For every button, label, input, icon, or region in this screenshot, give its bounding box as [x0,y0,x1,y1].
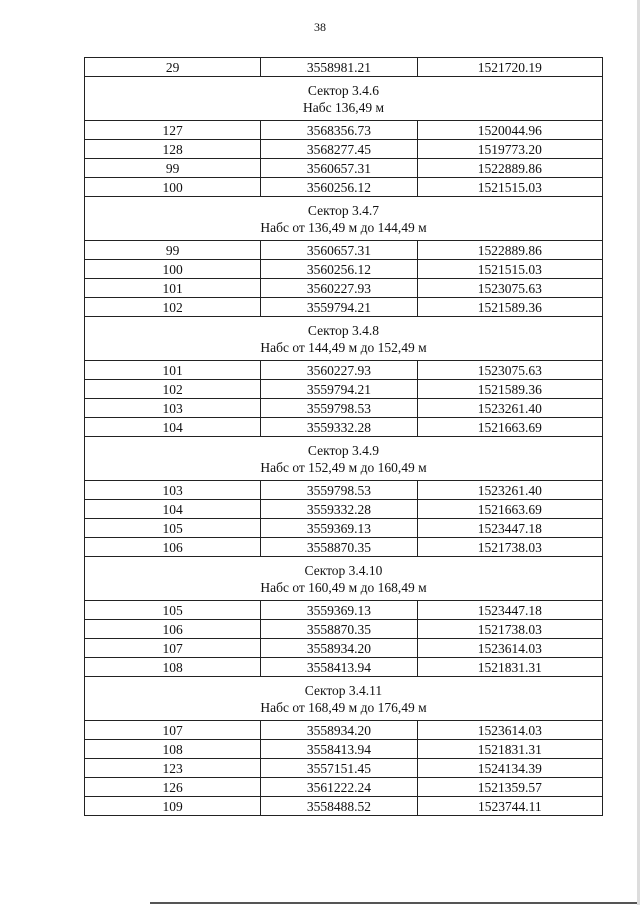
sector-header-row [85,77,603,121]
point-number-cell: 106 [85,620,261,639]
x-coordinate-cell: 3560657.31 [261,159,417,178]
table-row [85,279,603,298]
y-coordinate-cell: 1523075.63 [417,361,602,380]
x-coordinate-cell: 3560657.31 [261,241,417,260]
sector-title: Сектор 3.4.9 [307,442,380,458]
y-coordinate-cell: 1523261.40 [417,399,602,418]
x-coordinate-cell: 3559332.28 [261,500,417,519]
sector-height-range: Набс от 152,49 м до 160,49 м [260,459,427,475]
point-number-cell: 123 [85,759,261,778]
sector-header-row [85,557,603,601]
y-coordinate-cell: 1521738.03 [417,538,602,557]
page-number: 38 [314,20,326,34]
y-coordinate-cell: 1522889.86 [417,159,602,178]
table-row [85,241,603,260]
point-number-cell: 107 [85,639,261,658]
sector-header-cell [85,437,603,481]
point-number-cell: 104 [85,418,261,437]
sector-title: Сектор 3.4.8 [307,322,380,338]
y-coordinate-cell: 1521720.19 [417,58,602,77]
y-coordinate-cell: 1521663.69 [417,500,602,519]
y-coordinate-cell: 1521515.03 [417,178,602,197]
table-row [85,121,603,140]
table-row [85,759,603,778]
table-row [85,260,603,279]
sector-header-cell [85,677,603,721]
table-row [85,140,603,159]
point-number-cell: 106 [85,538,261,557]
table-row [85,639,603,658]
x-coordinate-cell: 3558488.52 [261,797,417,816]
table-row [85,797,603,816]
table-row [85,361,603,380]
table-row [85,418,603,437]
y-coordinate-cell: 1520044.96 [417,121,602,140]
x-coordinate-cell: 3559794.21 [261,298,417,317]
sector-header-row [85,437,603,481]
point-number-cell: 127 [85,121,261,140]
x-coordinate-cell: 3560256.12 [261,178,417,197]
x-coordinate-cell: 3559369.13 [261,519,417,538]
y-coordinate-cell: 1521515.03 [417,260,602,279]
point-number-cell: 29 [85,58,261,77]
table-row [85,538,603,557]
x-coordinate-cell: 3559369.13 [261,601,417,620]
table-row [85,519,603,538]
sector-height-range: Набс от 144,49 м до 152,49 м [260,339,427,355]
table-row [85,740,603,759]
table-row [85,778,603,797]
sector-header-cell [85,317,603,361]
y-coordinate-cell: 1523614.03 [417,639,602,658]
x-coordinate-cell: 3558413.94 [261,658,417,677]
y-coordinate-cell: 1519773.20 [417,140,602,159]
y-coordinate-cell: 1521589.36 [417,298,602,317]
x-coordinate-cell: 3558413.94 [261,740,417,759]
y-coordinate-cell: 1521831.31 [417,658,602,677]
point-number-cell: 107 [85,721,261,740]
table-row [85,58,603,77]
y-coordinate-cell: 1522889.86 [417,241,602,260]
point-number-cell: 101 [85,361,261,380]
x-coordinate-cell: 3561222.24 [261,778,417,797]
point-number-cell: 105 [85,601,261,620]
sector-height-range: Набс от 160,49 м до 168,49 м [260,579,427,595]
table-row [85,159,603,178]
table-row [85,399,603,418]
sector-height-range: Набс от 136,49 м до 144,49 м [260,219,427,235]
sector-title: Сектор 3.4.10 [304,562,383,578]
point-number-cell: 126 [85,778,261,797]
x-coordinate-cell: 3560227.93 [261,279,417,298]
y-coordinate-cell: 1521359.57 [417,778,602,797]
sector-header-row [85,677,603,721]
scan-bottom-edge [150,902,640,904]
point-number-cell: 100 [85,260,261,279]
point-number-cell: 99 [85,241,261,260]
sector-header-cell [85,557,603,601]
table-row [85,601,603,620]
sector-title: Сектор 3.4.11 [304,682,383,698]
coordinates-table [84,57,603,816]
y-coordinate-cell: 1521738.03 [417,620,602,639]
x-coordinate-cell: 3558934.20 [261,721,417,740]
x-coordinate-cell: 3568277.45 [261,140,417,159]
sector-header-row [85,197,603,241]
point-number-cell: 103 [85,481,261,500]
x-coordinate-cell: 3568356.73 [261,121,417,140]
x-coordinate-cell: 3560256.12 [261,260,417,279]
sector-title: Сектор 3.4.6 [307,82,380,98]
y-coordinate-cell: 1524134.39 [417,759,602,778]
point-number-cell: 128 [85,140,261,159]
point-number-cell: 102 [85,298,261,317]
x-coordinate-cell: 3558870.35 [261,538,417,557]
x-coordinate-cell: 3558870.35 [261,620,417,639]
x-coordinate-cell: 3560227.93 [261,361,417,380]
table-row [85,721,603,740]
point-number-cell: 105 [85,519,261,538]
table-row [85,658,603,677]
y-coordinate-cell: 1523261.40 [417,481,602,500]
y-coordinate-cell: 1523447.18 [417,601,602,620]
sector-header-row [85,317,603,361]
point-number-cell: 108 [85,658,261,677]
y-coordinate-cell: 1521663.69 [417,418,602,437]
y-coordinate-cell: 1523075.63 [417,279,602,298]
x-coordinate-cell: 3558981.21 [261,58,417,77]
table-row [85,380,603,399]
point-number-cell: 104 [85,500,261,519]
y-coordinate-cell: 1523614.03 [417,721,602,740]
x-coordinate-cell: 3558934.20 [261,639,417,658]
sector-height-range: Набс от 168,49 м до 176,49 м [260,699,427,715]
table-row [85,481,603,500]
point-number-cell: 103 [85,399,261,418]
y-coordinate-cell: 1521831.31 [417,740,602,759]
point-number-cell: 100 [85,178,261,197]
x-coordinate-cell: 3557151.45 [261,759,417,778]
table-row [85,500,603,519]
sector-height-range: Набс 136,49 м [302,99,385,115]
point-number-cell: 109 [85,797,261,816]
y-coordinate-cell: 1523447.18 [417,519,602,538]
table-row [85,620,603,639]
sector-header-cell [85,197,603,241]
point-number-cell: 102 [85,380,261,399]
point-number-cell: 101 [85,279,261,298]
y-coordinate-cell: 1523744.11 [417,797,602,816]
x-coordinate-cell: 3559794.21 [261,380,417,399]
point-number-cell: 99 [85,159,261,178]
x-coordinate-cell: 3559798.53 [261,399,417,418]
x-coordinate-cell: 3559798.53 [261,481,417,500]
point-number-cell: 108 [85,740,261,759]
sector-title: Сектор 3.4.7 [307,202,380,218]
coordinates-table-body [85,58,603,816]
y-coordinate-cell: 1521589.36 [417,380,602,399]
x-coordinate-cell: 3559332.28 [261,418,417,437]
table-row [85,298,603,317]
table-row [85,178,603,197]
sector-header-cell [85,77,603,121]
